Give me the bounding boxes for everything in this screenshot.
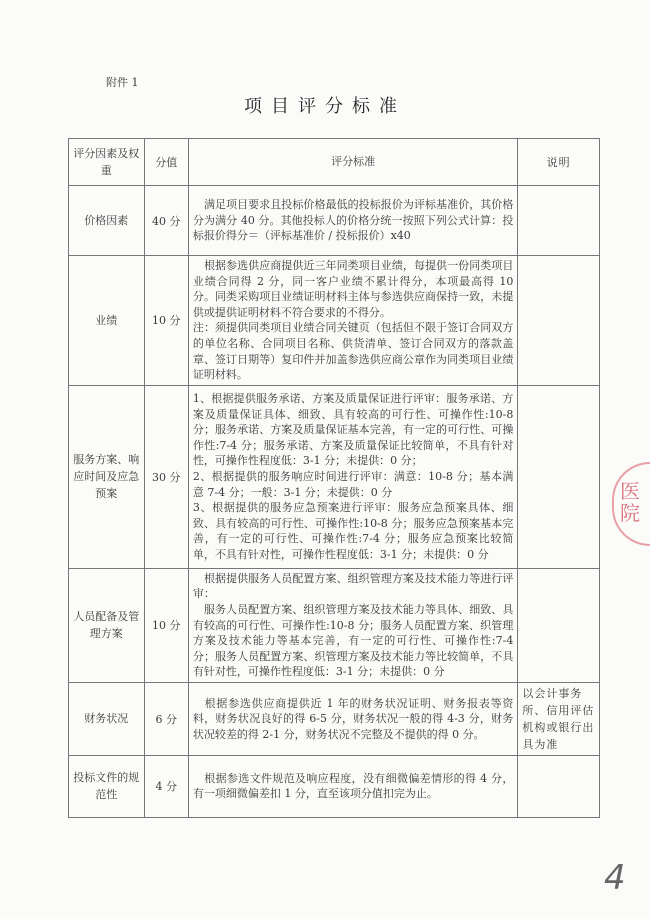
handwritten-page-number: 4 [604,858,626,898]
attachment-label: 附件 1 [106,76,139,89]
table-row [69,568,600,682]
header-criteria: 评分标准 [188,139,517,186]
table-row [69,682,600,755]
table-row [69,755,600,817]
row-note [518,568,600,682]
scoring-table [68,138,600,818]
header-score: 分值 [144,139,188,186]
document-title: 项目评分标准 [244,96,406,117]
row-score: 10 分 [144,256,188,386]
row-score: 10 分 [144,568,188,682]
row-criteria: 1、根据提供服务承诺、方案及质量保证进行评审：服务承诺、方案及质量保证具体、细致、具有较高的可行性、可操作性:10-8 分；服务承诺、方案及质量保证基本完善，有一定的可行性、可操作性:7-4 分；服务承诺、方案及质量保证比较简单，不具有针对性，可操作性程度低：3-1 分；未提供：0 分； 2、根据提供的服务响应时间进行评审：满意：10-8 分；基本满意 7-4 分；一般：3-1 分；未提供：0 分 3、根据提供的服务应急预案进行评审：服务应急预案具体、细致、具有较高的可行性、可操作性:10-8 分；服务应急预案基本完善，有一定的可行性、可操作性:7-4 分；服务应急预案比较简单，不具有针对性，可操作性程度低：3-1 分；未提供：0 分 [188,385,517,568]
row-criteria: 根据参选供应商提供近 1 年的财务状况证明、财务报表等资料，财务状况良好的得 6-5 分，财务状况一般的得 4-3 分，财务状况较差的得 2-1 分，财务状况不完整及不提供的得 0 分。 [188,682,517,755]
row-note [518,186,600,256]
header-factor: 评分因素及权重 [69,139,145,186]
red-seal-stamp [612,462,650,546]
row-criteria: 满足项目要求且投标价格最低的投标报价为评标基准价，其价格分为满分 40 分。其他投标人的价格分统一按照下列公式计算：投标报价得分＝（评标基准价 / 投标报价）x40 [188,186,517,256]
table-row [69,256,600,386]
table-row [69,186,600,256]
row-factor: 服务方案、响应时间及应急预案 [69,385,145,568]
row-score: 40 分 [144,186,188,256]
row-note: 以会计事务所、信用评估机构或银行出具为准 [518,682,600,755]
row-note [518,755,600,817]
row-criteria: 根据参选文件规范及响应程度，没有细微偏差情形的得 4 分，有一项细微偏差扣 1 分，直至该项分值扣完为止。 [188,755,517,817]
table-header-row [69,139,600,186]
row-note [518,385,600,568]
row-factor: 价格因素 [69,186,145,256]
header-note: 说明 [518,139,600,186]
stamp-text: 医院 [620,479,640,525]
row-score: 30 分 [144,385,188,568]
row-factor: 投标文件的规范性 [69,755,145,817]
row-factor: 财务状况 [69,682,145,755]
row-factor: 业绩 [69,256,145,386]
row-note [518,256,600,386]
table-row [69,385,600,568]
row-criteria: 根据参选供应商提供近三年同类项目业绩，每提供一份同类项目业绩合同得 2 分，同一客户业绩不累计得分，本项最高得 10 分。同类采购项目业绩证明材料主体与参选供应商保持一致，未提供或提供证明材料不符合要求的不得分。 注：须提供同类项目业绩合同关键页（包括但不限于签订合同双方的单位名称、合同项目名称、供货清单、签订合同双方的落款盖章、签订日期等）复印件并加盖参选供应商公章作为同类项目业绩证明材料。 [188,256,517,386]
row-score: 4 分 [144,755,188,817]
row-factor: 人员配备及管理方案 [69,568,145,682]
row-score: 6 分 [144,682,188,755]
row-criteria: 根据提供服务人员配置方案、组织管理方案及技术能力等进行评审： 服务人员配置方案、组织管理方案及技术能力等具体、细致、具有较高的可行性、可操作性:10-8 分；服务人员配置方案、织管理方案及技术能力等基本完善，有一定的可行性、可操作性:7-4 分；服务人员配置方案、织管理方案及技术能力等比较简单，不具有针对性，可操作性程度低：3-1 分；未提供：0 分 [188,568,517,682]
